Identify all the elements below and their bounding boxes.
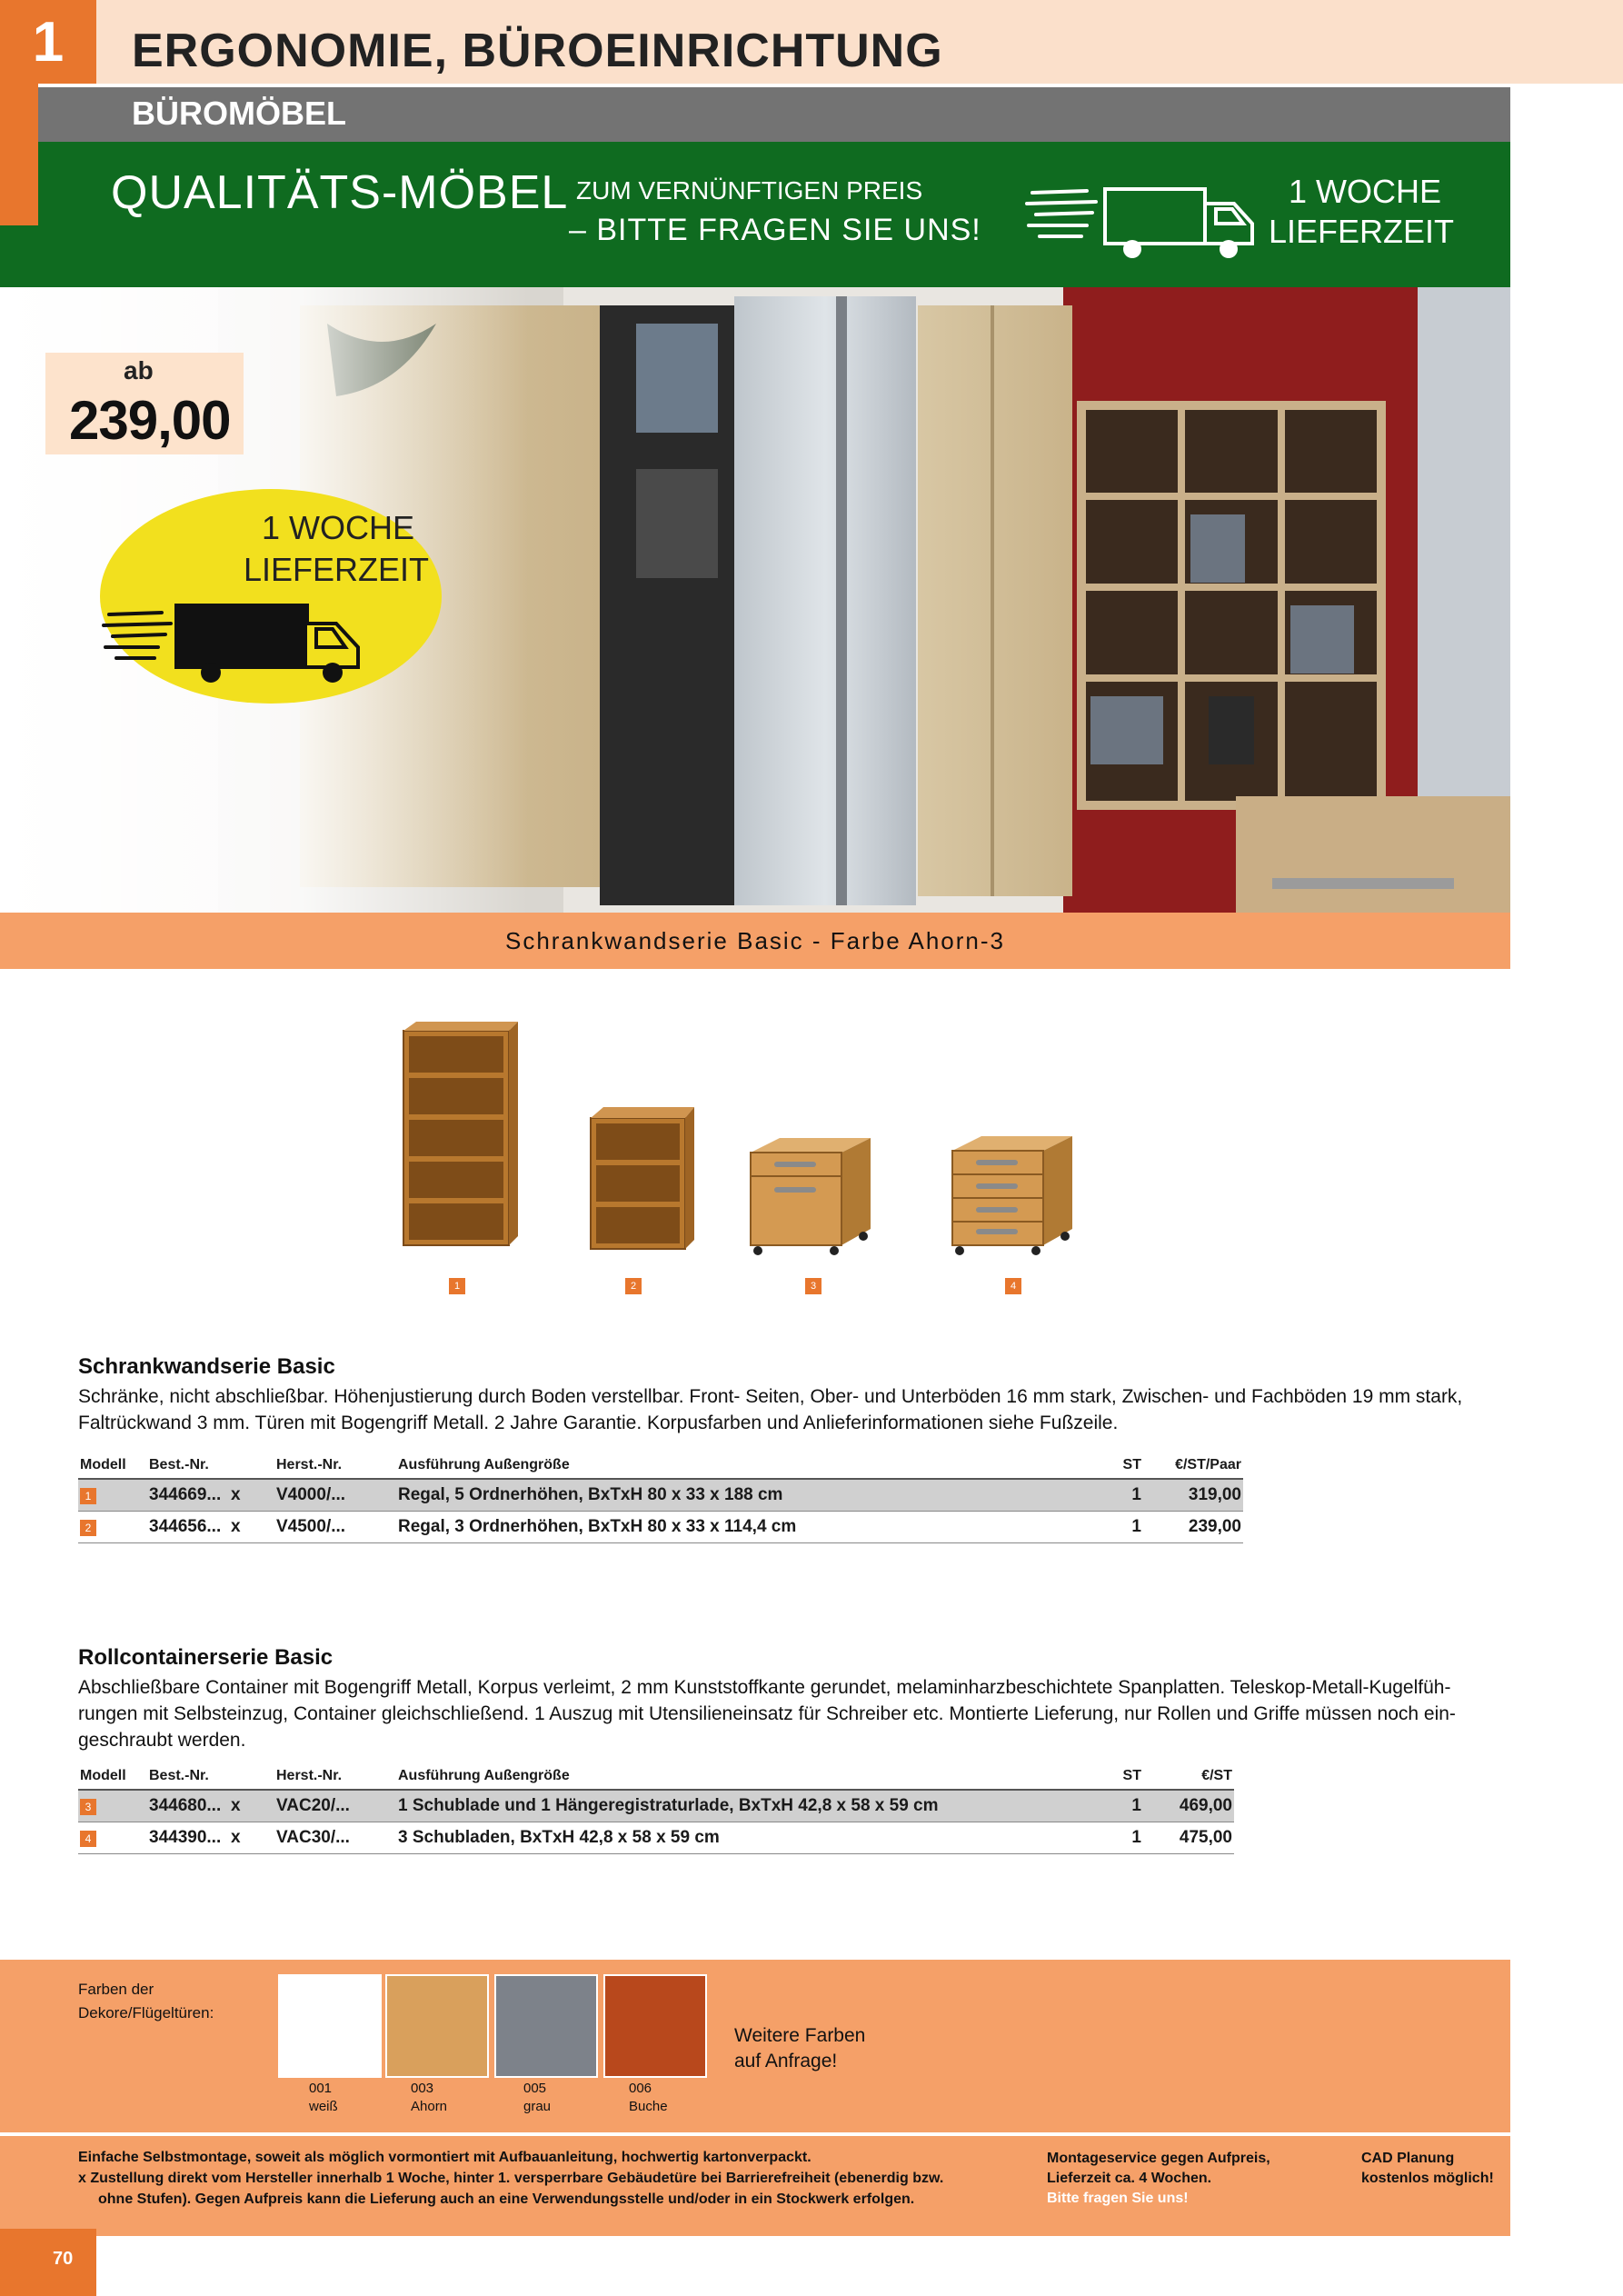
table-row xyxy=(78,1479,1243,1512)
col-preis: €/ST xyxy=(1143,1762,1234,1790)
col-ausfuehrung: Ausführung Außengröße xyxy=(396,1451,1069,1479)
swatch-code: 003 xyxy=(411,2081,434,2096)
table-header-row xyxy=(78,1762,1234,1790)
col-st: ST xyxy=(1069,1451,1143,1479)
hero-caption: Schrankwandserie Basic - Farbe Ahorn-3 xyxy=(504,927,1005,954)
price: 469,00 xyxy=(1143,1790,1234,1822)
product-image-shelf-5 xyxy=(396,1022,520,1254)
product-image-container-2-drawers xyxy=(747,1134,874,1258)
manufacturer-number: V4500/... xyxy=(274,1512,396,1543)
swatch-name: Buche xyxy=(629,2099,668,2114)
color-options-label-line2: Dekore/Flügeltüren: xyxy=(78,2004,214,2021)
swatch-001-label xyxy=(309,2080,338,2116)
page-number: 70 xyxy=(53,2249,74,2269)
cad-planning-note xyxy=(1361,2149,1494,2189)
price: 475,00 xyxy=(1143,1822,1234,1854)
section2-description xyxy=(78,1674,1456,1753)
col-ausfuehrung: Ausführung Außengröße xyxy=(396,1762,1069,1790)
manufacturer-number: VAC20/... xyxy=(274,1790,396,1822)
table-row xyxy=(78,1512,1243,1543)
delivery-info-line3: ohne Stufen). Gegen Aufpreis kann die Lieferung auch an eine Verwendungsstelle und/oder in ein Stockwerk erfolgen. xyxy=(98,2191,915,2207)
swatch-name: grau xyxy=(523,2099,552,2114)
product-description: 1 Schublade und 1 Hängeregistraturlade, BxTxH 42,8 x 58 x 59 cm xyxy=(396,1790,1069,1822)
banner-delivery-line1: 1 WOCHE xyxy=(1289,173,1442,210)
product-image-shelf-3 xyxy=(585,1107,696,1256)
swatch-005-label xyxy=(523,2080,551,2116)
banner-price-line2: – BITTE FRAGEN SIE UNS! xyxy=(569,213,981,247)
chapter-title: ERGONOMIE, BÜROEINRICHTUNG xyxy=(132,25,943,77)
page-number-tab xyxy=(0,2229,96,2296)
swatch-code: 006 xyxy=(629,2081,652,2096)
banner-headline: QUALITÄTS-MÖBEL xyxy=(111,166,569,219)
row-model-badge: 2 xyxy=(80,1520,96,1536)
delivery-badge-line2: LIEFERZEIT xyxy=(244,551,430,588)
col-preis: €/ST/Paar xyxy=(1143,1451,1243,1479)
table-row xyxy=(78,1822,1234,1854)
product-badge-1: 1 xyxy=(449,1278,465,1294)
delivery-info-line1: Einfache Selbstmontage, soweit als möglich vormontiert mit Aufbauanleitung, hochwertig kartonverpackt. xyxy=(78,2150,812,2165)
price: 319,00 xyxy=(1143,1479,1243,1512)
color-options-label-line1: Farben der xyxy=(78,1981,154,1998)
row-model-badge: 1 xyxy=(80,1488,96,1504)
quantity: 1 xyxy=(1069,1479,1143,1512)
order-number: 344680... xyxy=(149,1796,222,1815)
product-badge-3: 3 xyxy=(805,1278,821,1294)
delivery-info xyxy=(78,2147,943,2210)
banner-price-line1: ZUM VERNÜNFTIGEN PREIS xyxy=(576,176,923,205)
direct-delivery-mark: x xyxy=(231,1485,241,1504)
swatch-001 xyxy=(278,1974,382,2078)
order-number: 344656... xyxy=(149,1517,222,1536)
assembly-line1: Montageservice gegen Aufpreis, xyxy=(1047,2151,1270,2166)
col-herst-nr: Herst.-Nr. xyxy=(274,1451,396,1479)
direct-delivery-mark: x xyxy=(231,1828,241,1847)
more-colors-note xyxy=(734,2023,865,2074)
col-st: ST xyxy=(1069,1762,1143,1790)
quantity: 1 xyxy=(1069,1822,1143,1854)
color-options-label xyxy=(78,1978,214,2025)
swatch-code: 005 xyxy=(523,2081,547,2096)
table-header-row xyxy=(78,1451,1243,1479)
chapter-tab-extension xyxy=(0,142,38,225)
section1-table xyxy=(78,1451,1243,1543)
direct-delivery-mark: x xyxy=(231,1517,241,1536)
col-modell: Modell xyxy=(78,1451,147,1479)
direct-delivery-mark: x xyxy=(231,1796,241,1815)
product-description: Regal, 5 Ordnerhöhen, BxTxH 80 x 33 x 188 cm xyxy=(396,1479,1069,1512)
section1-description xyxy=(78,1383,1462,1436)
section1-description-line1: Schränke, nicht abschließbar. Höhenjustierung durch Boden verstellbar. Front- Seiten, Ober- und Unterböden 16 mm stark, Zwischen- und Fachböden 19 mm stark, xyxy=(78,1386,1463,1407)
table-row xyxy=(78,1790,1234,1822)
quantity: 1 xyxy=(1069,1512,1143,1543)
row-model-badge: 4 xyxy=(80,1831,96,1847)
delivery-badge-line1: 1 WOCHE xyxy=(262,509,415,546)
product-image-container-3-drawers xyxy=(949,1133,1076,1260)
product-badge-2: 2 xyxy=(625,1278,642,1294)
price: 239,00 xyxy=(1143,1512,1243,1543)
quantity: 1 xyxy=(1069,1790,1143,1822)
assembly-service-note xyxy=(1047,2149,1270,2209)
chapter-number: 1 xyxy=(0,0,96,84)
swatch-name: Ahorn xyxy=(411,2099,448,2114)
swatch-name: weiß xyxy=(309,2099,338,2114)
swatch-006 xyxy=(603,1974,707,2078)
more-colors-line1: Weitere Farben xyxy=(734,2025,866,2046)
section2-description-line3: geschraubt werden. xyxy=(78,1730,246,1751)
price-value: 239,00 xyxy=(69,390,231,451)
col-modell: Modell xyxy=(78,1762,147,1790)
section2-table xyxy=(78,1762,1234,1854)
col-herst-nr: Herst.-Nr. xyxy=(274,1762,396,1790)
assembly-line3: Bitte fragen Sie uns! xyxy=(1047,2191,1189,2206)
product-badge-4: 4 xyxy=(1005,1278,1021,1294)
price-prefix: ab xyxy=(124,356,154,384)
cad-line1: CAD Planung xyxy=(1361,2151,1455,2166)
manufacturer-number: VAC30/... xyxy=(274,1822,396,1854)
swatch-005 xyxy=(494,1974,598,2078)
swatch-code: 001 xyxy=(309,2081,333,2096)
section2-description-line2: rungen mit Selbsteinzug, Container gleichschließend. 1 Auszug mit Utensilieneinsatz für Schreiber etc. Montierte Lieferung, nur Rollen und Griffe müssen noch ein- xyxy=(78,1703,1456,1724)
delivery-truck-icon xyxy=(1023,173,1260,264)
order-number: 344390... xyxy=(149,1828,222,1847)
delivery-info-line2: x Zustellung direkt vom Hersteller innerhalb 1 Woche, hinter 1. versperrbare Gebäudetüre bei Barrierefreiheit (ebenerdig bzw. xyxy=(78,2171,944,2186)
banner-delivery-line2: LIEFERZEIT xyxy=(1269,213,1455,250)
manufacturer-number: V4000/... xyxy=(274,1479,396,1512)
section2-title: Rollcontainerserie Basic xyxy=(78,1645,334,1670)
section2-description-line1: Abschließbare Container mit Bogengriff Metall, Korpus verleimt, 2 mm Kunststoffkante gerundet, melaminharzbeschichtete Spanplatten. Teleskop-Metall-Kugelfüh- xyxy=(78,1677,1451,1698)
product-description: Regal, 3 Ordnerhöhen, BxTxH 80 x 33 x 114,4 cm xyxy=(396,1512,1069,1543)
cad-line2: kostenlos möglich! xyxy=(1361,2171,1494,2186)
order-number: 344669... xyxy=(149,1485,222,1504)
more-colors-line2: auf Anfrage! xyxy=(734,2051,838,2071)
assembly-line2: Lieferzeit ca. 4 Wochen. xyxy=(1047,2171,1212,2186)
subchapter-title: BÜROMÖBEL xyxy=(132,95,346,132)
col-best-nr: Best.-Nr. xyxy=(147,1451,274,1479)
section1-description-line2: Faltrückwand 3 mm. Türen mit Bogengriff Metall. 2 Jahre Garantie. Korpusfarben und Anlieferinformationen siehe Fußzeile. xyxy=(78,1413,1119,1433)
swatch-003 xyxy=(385,1974,489,2078)
row-model-badge: 3 xyxy=(80,1799,96,1815)
swatch-006-label xyxy=(629,2080,668,2116)
swatch-003-label xyxy=(411,2080,447,2116)
col-best-nr: Best.-Nr. xyxy=(147,1762,274,1790)
section1-title: Schrankwandserie Basic xyxy=(78,1354,335,1379)
product-description: 3 Schubladen, BxTxH 42,8 x 58 x 59 cm xyxy=(396,1822,1069,1854)
